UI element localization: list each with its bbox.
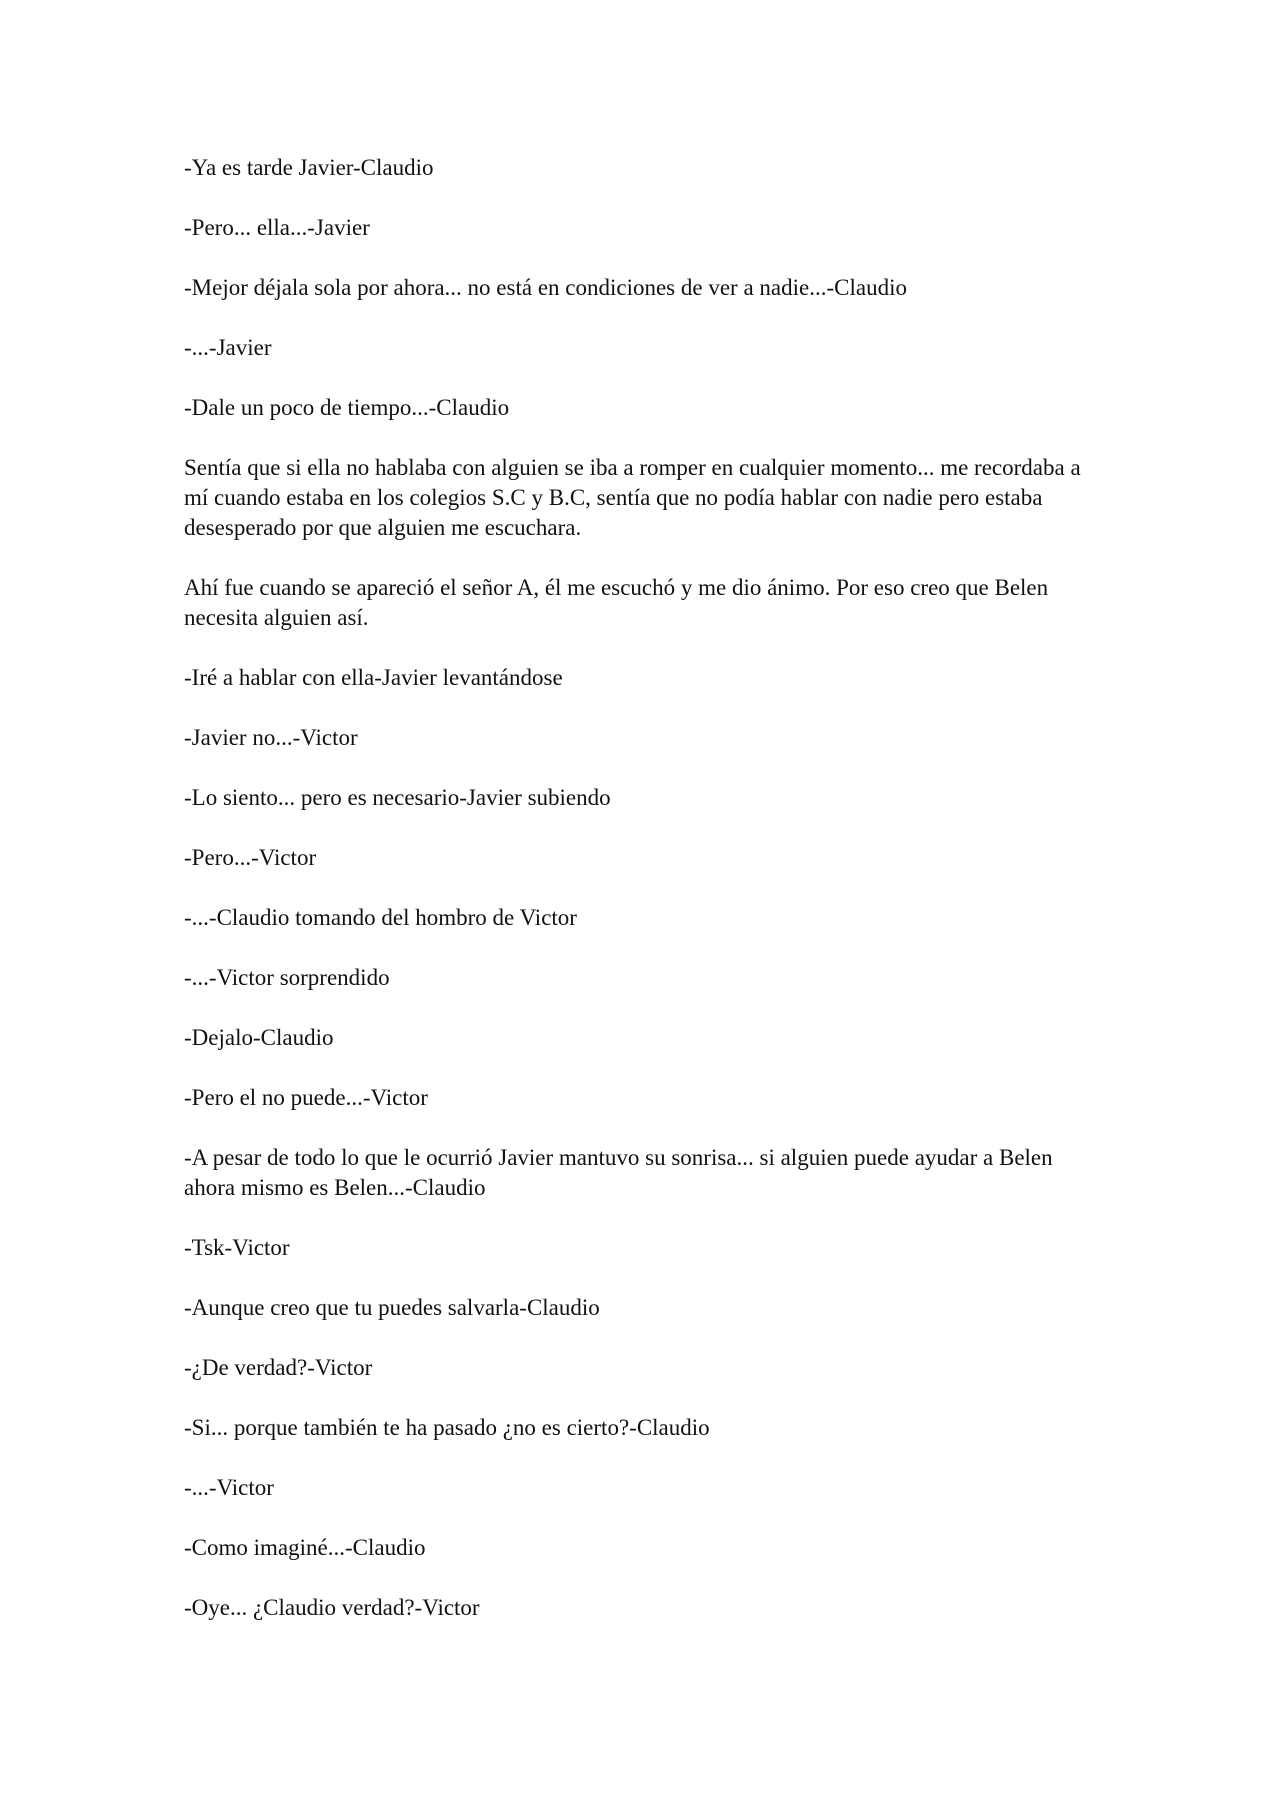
narration-paragraph: Ahí fue cuando se apareció el señor A, él me escuchó y me dio ánimo. Por eso creo que Belen necesita alguien así. bbox=[184, 575, 1049, 630]
narration-paragraph: Sentía que si ella no hablaba con alguien se iba a romper en cualquier momento... me recordaba a mí cuando estaba en los colegios S.C y B.C, sentía que no podía hablar con nadie pero estaba desesperado por que alguien me escuchara. bbox=[184, 455, 1081, 540]
dialogue-line: -Como imaginé...-Claudio bbox=[184, 1535, 426, 1560]
dialogue-line: -Tsk-Victor bbox=[184, 1235, 290, 1260]
dialogue-line: -...-Javier bbox=[184, 335, 272, 360]
dialogue-line: -Dejalo-Claudio bbox=[184, 1025, 334, 1050]
dialogue-line: -Iré a hablar con ella-Javier levantándose bbox=[184, 665, 563, 690]
dialogue-line: -Aunque creo que tu puedes salvarla-Claudio bbox=[184, 1295, 600, 1320]
dialogue-line: -Pero... ella...-Javier bbox=[184, 215, 370, 240]
dialogue-line: -Ya es tarde Javier-Claudio bbox=[184, 155, 434, 180]
dialogue-line: -...-Victor bbox=[184, 1475, 274, 1500]
dialogue-line: -¿De verdad?-Victor bbox=[184, 1355, 373, 1380]
dialogue-line: -...-Claudio tomando del hombro de Victor bbox=[184, 905, 577, 930]
dialogue-line: -Javier no...-Victor bbox=[184, 725, 358, 750]
dialogue-line: -...-Victor sorprendido bbox=[184, 965, 390, 990]
document-page bbox=[184, 153, 1099, 1653]
dialogue-line: -Oye... ¿Claudio verdad?-Victor bbox=[184, 1595, 480, 1620]
dialogue-line: -Dale un poco de tiempo...-Claudio bbox=[184, 395, 510, 420]
dialogue-line: -Pero...-Victor bbox=[184, 845, 317, 870]
dialogue-line: -Pero el no puede...-Victor bbox=[184, 1085, 428, 1110]
dialogue-line: -A pesar de todo lo que le ocurrió Javier mantuvo su sonrisa... si alguien puede ayudar a Belen ahora mismo es Belen...-Claudio bbox=[184, 1145, 1053, 1200]
dialogue-line: -Mejor déjala sola por ahora... no está en condiciones de ver a nadie...-Claudio bbox=[184, 275, 907, 300]
dialogue-line: -Lo siento... pero es necesario-Javier subiendo bbox=[184, 785, 611, 810]
dialogue-line: -Si... porque también te ha pasado ¿no es cierto?-Claudio bbox=[184, 1415, 710, 1440]
